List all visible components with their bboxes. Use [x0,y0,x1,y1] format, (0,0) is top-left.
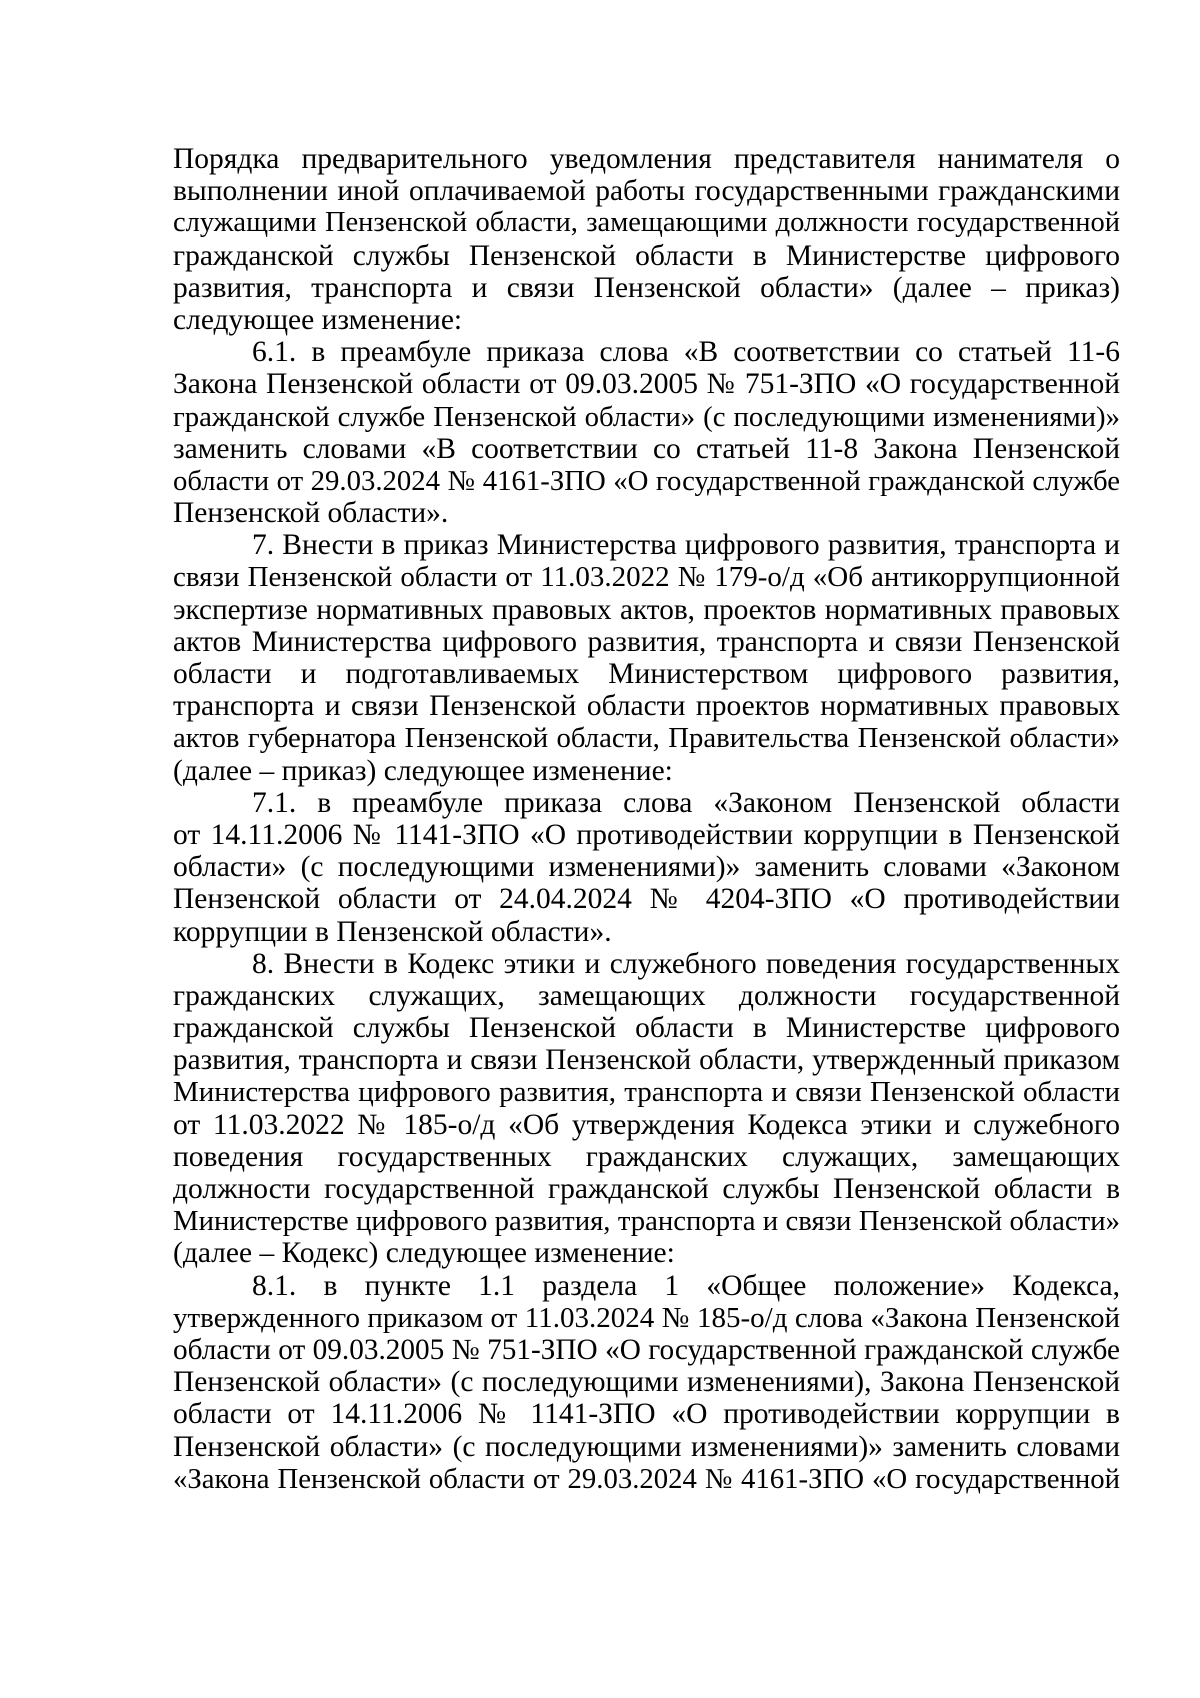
text-line: «Закона Пензенской области от 29.03.2024 № 4161-ЗПО «О государственной [173,1462,1120,1495]
text-line: от 14.11.2006 № 1141-ЗПО «О противодействии коррупции в Пензенской [173,818,1120,851]
text-line: 8.1. в пункте 1.1 раздела 1 «Общее положение» Кодекса, [252,1269,1120,1302]
text-line: транспорта и связи Пензенской области проектов нормативных правовых [173,690,1120,723]
text-line: гражданской службы Пензенской области в Министерстве цифрового [173,239,1120,272]
text-line: экспертизе нормативных правовых актов, проектов нормативных правовых [173,593,1120,626]
text-line: связи Пензенской области от 11.03.2022 № 179-о/д «Об антикоррупционной [173,561,1120,594]
text-line: гражданских служащих, замещающих должности государственной [173,979,1120,1012]
text-line: Закона Пензенской области от 09.03.2005 № 751-ЗПО «О государственной [173,368,1120,401]
text-line: 8. Внести в Кодекс этики и служебного поведения государственных [252,947,1120,980]
text-line: Пензенской области от 24.04.2024 № 4204-ЗПО «О противодействии [173,883,1120,916]
text-line: от 11.03.2022 № 185-о/д «Об утверждения Кодекса этики и служебного [173,1108,1120,1141]
text-line: развития, транспорта и связи Пензенской области, утвержденный приказом [173,1044,1120,1077]
text-line: должности государственной гражданской службы Пензенской области в [173,1173,1120,1205]
text-line: актов губернатора Пензенской области, Правительства Пензенской области» [173,722,1120,755]
text-line: поведения государственных гражданских служащих, замещающих [173,1140,1120,1173]
text-line: (далее – Кодекс) следующее изменение: [173,1237,675,1270]
text-line: утвержденного приказом от 11.03.2024 № 185-о/д слова «Закона Пензенской [173,1301,1120,1334]
text-line: 7.1. в преамбуле приказа слова «Законом Пензенской области [252,786,1120,819]
text-line: 7. Внести в приказ Министерства цифрового развития, транспорта и [252,529,1120,562]
text-line: гражданской службе Пензенской области» (с последующими изменениями)» [173,400,1120,433]
text-line: гражданской службы Пензенской области в Министерстве цифрового [173,1012,1120,1045]
text-line: области от 29.03.2024 № 4161-ЗПО «О государственной гражданской службе [173,464,1120,497]
document-page [173,143,1120,1495]
text-line: 6.1. в преамбуле приказа слова «В соответствии со статьей 11-6 [252,336,1120,369]
text-line: служащими Пензенской области, замещающими должности государственной [173,207,1120,239]
text-line: области» (с последующими изменениями)» заменить словами «Законом [173,851,1120,884]
text-line: Порядка предварительного уведомления представителя нанимателя о [173,143,1120,175]
text-line: Министерстве цифрового развития, транспорта и связи Пензенской области» [173,1205,1120,1238]
text-line: актов Министерства цифрового развития, транспорта и связи Пензенской [173,625,1120,658]
text-line: Пензенской области» (с последующими изменениями), Закона Пензенской [173,1366,1120,1399]
text-line: (далее – приказ) следующее изменение: [173,754,673,787]
text-line: заменить словами «В соответствии со статьей 11-8 Закона Пензенской [173,432,1120,465]
text-line: области и подготавливаемых Министерством цифрового развития, [173,658,1120,690]
text-line: области от 14.11.2006 № 1141-ЗПО «О противодействии коррупции в [173,1398,1120,1431]
text-line: выполнении иной оплачиваемой работы государственными гражданскими [173,175,1120,208]
text-line: Пензенской области». [173,497,449,530]
text-line: развития, транспорта и связи Пензенской области» (далее – приказ) [173,271,1120,304]
text-line: коррупции в Пензенской области». [173,915,612,948]
text-line: области от 09.03.2005 № 751-ЗПО «О государственной гражданской службе [173,1333,1120,1366]
text-line: следующее изменение: [173,303,463,336]
text-line: Пензенской области» (с последующими изменениями)» заменить словами [173,1430,1120,1463]
text-line: Министерства цифрового развития, транспорта и связи Пензенской области [173,1076,1120,1109]
